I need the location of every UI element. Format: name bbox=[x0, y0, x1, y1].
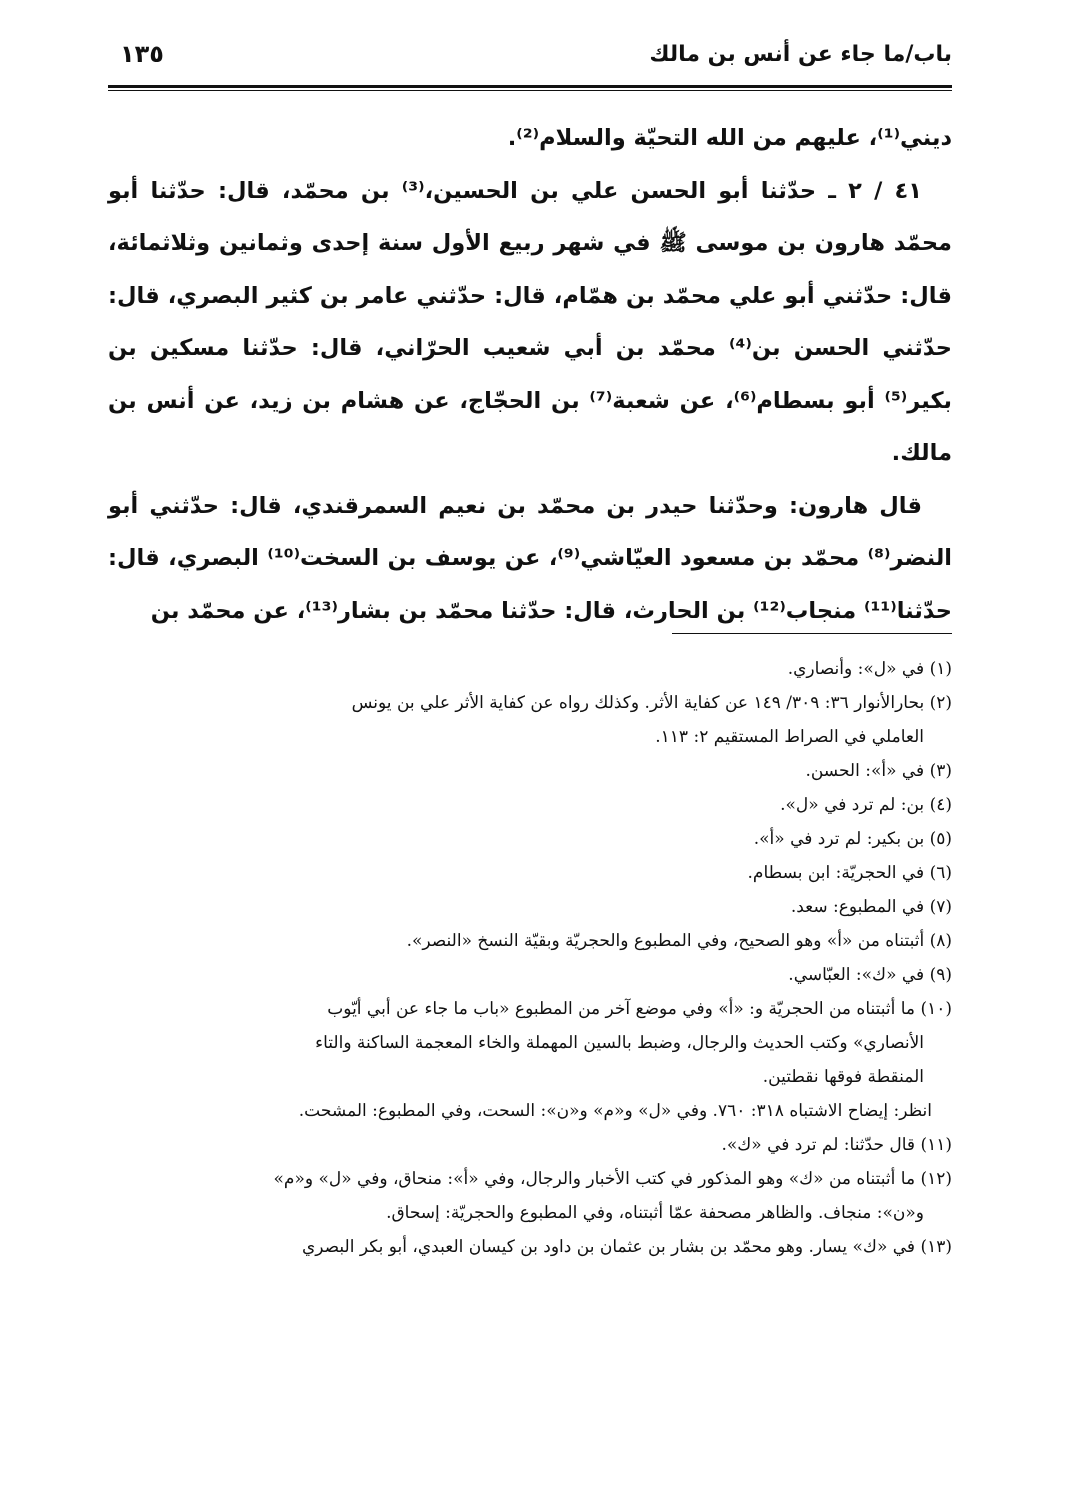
footnotes bbox=[108, 652, 952, 1264]
footnote-separator bbox=[672, 633, 952, 634]
header-rule bbox=[108, 85, 952, 91]
chapter-title: باب/ما جاء عن أنس بن مالك bbox=[649, 42, 952, 67]
main-text bbox=[108, 112, 952, 637]
hadith-paragraph: ٤١ / ٢ ـ حدّثنا أبو الحسن علي بن الحسين،⁽³⁾ بن محمّد، قال: حدّثنا أبو محمّد هارون بن موسى ﷺ في شهر ربيع الأول سنة إحدى وثمانين وثلاثمائة، قال: حدّثني أبو علي محمّد بن همّام، قال: حدّثني عامر بن كثير البصري، قال: حدّثني الحسن بن⁽⁴⁾ محمّد بن أبي شعيب الحرّاني، قال: حدّثنا مسكين بن بكير⁽⁵⁾ أبو بسطام⁽⁶⁾، عن شعبة⁽⁷⁾ بن الحجّاج، عن هشام بن زيد، عن أنس بن مالك. bbox=[108, 177, 952, 466]
footnote: (١٢) ما أثبتناه من «ك» وهو المذكور في كتب الأخبار والرجال، وفي «أ»: منحاق، وفي «ل» و«م» bbox=[273, 1169, 952, 1189]
page-number: ١٣٥ bbox=[120, 40, 164, 68]
footnote-continuation: الأنصاري» وكتب الحديث والرجال، وضبط بالسين المهملة والخاء المعجمة الساكنة والتاء bbox=[315, 1033, 924, 1053]
footnote-continuation: و«ن»: منجاف. والظاهر مصحفة عمّا أثبتناه، وفي المطبوع والحجريّة: إسحاق. bbox=[386, 1203, 924, 1223]
footnote: (٢) بحارالأنوار ٣٦: ٣٠٩/ ١٤٩ عن كفاية الأثر. وكذلك رواه عن كفاية الأثر علي بن يونس bbox=[351, 693, 952, 713]
body-paragraph: ديني⁽¹⁾، عليهم من الله التحيّة والسلام⁽²⁾. bbox=[507, 125, 952, 151]
body-paragraph: قال هارون: وحدّثنا حيدر بن محمّد بن نعيم السمرقندي، قال: حدّثني أبو النضر⁽⁸⁾ محمّد بن مسعود العيّاشي⁽⁹⁾، عن يوسف بن السخت⁽¹⁰⁾ البصري، قال: حدّثنا⁽¹¹⁾ منجاب⁽¹²⁾ بن الحارث، قال: حدّثنا محمّد بن بشار⁽¹³⁾، عن محمّد بن bbox=[108, 492, 952, 624]
running-header bbox=[108, 40, 952, 80]
footnote: (٨) أثبتناه من «أ» وهو الصحيح، وفي المطبوع والحجريّة وبقيّة النسخ «النصر». bbox=[406, 931, 952, 951]
footnote: (٣) في «أ»: الحسن. bbox=[805, 761, 952, 781]
footnote: (٩) في «ك»: العبّاسي. bbox=[788, 965, 952, 985]
footnote: (١٣) في «ك» يسار. وهو محمّد بن بشار بن عثمان بن داود بن كيسان العبدي، أبو بكر البصري bbox=[301, 1237, 952, 1257]
footnote-reference-note: انظر: إيضاح الاشتباه ٣١٨: ٧٦٠. وفي «ل» و«م» و«ن»: السحت، وفي المطبوع: المشحت. bbox=[298, 1101, 932, 1121]
footnote: (١٠) ما أثبتناه من الحجريّة و: «أ» وفي موضع آخر من المطبوع «باب ما جاء عن أبي أيّوب bbox=[327, 999, 952, 1019]
footnote-continuation: العاملي في الصراط المستقيم ٢: ١١٣. bbox=[655, 727, 924, 747]
footnote: (١١) قال حدّثنا: لم ترد في «ك». bbox=[721, 1135, 952, 1155]
footnote: (٦) في الحجريّة: ابن بسطام. bbox=[747, 863, 952, 883]
footnote: (٧) في المطبوع: سعد. bbox=[790, 897, 952, 917]
footnote: (٤) بن: لم ترد في «ل». bbox=[780, 795, 952, 815]
footnote: (٥) بن بكير: لم ترد في «أ». bbox=[753, 829, 952, 849]
footnote-continuation: المنقطة فوقها نقطتين. bbox=[762, 1067, 924, 1087]
footnote: (١) في «ل»: وأنصاري. bbox=[787, 659, 952, 679]
